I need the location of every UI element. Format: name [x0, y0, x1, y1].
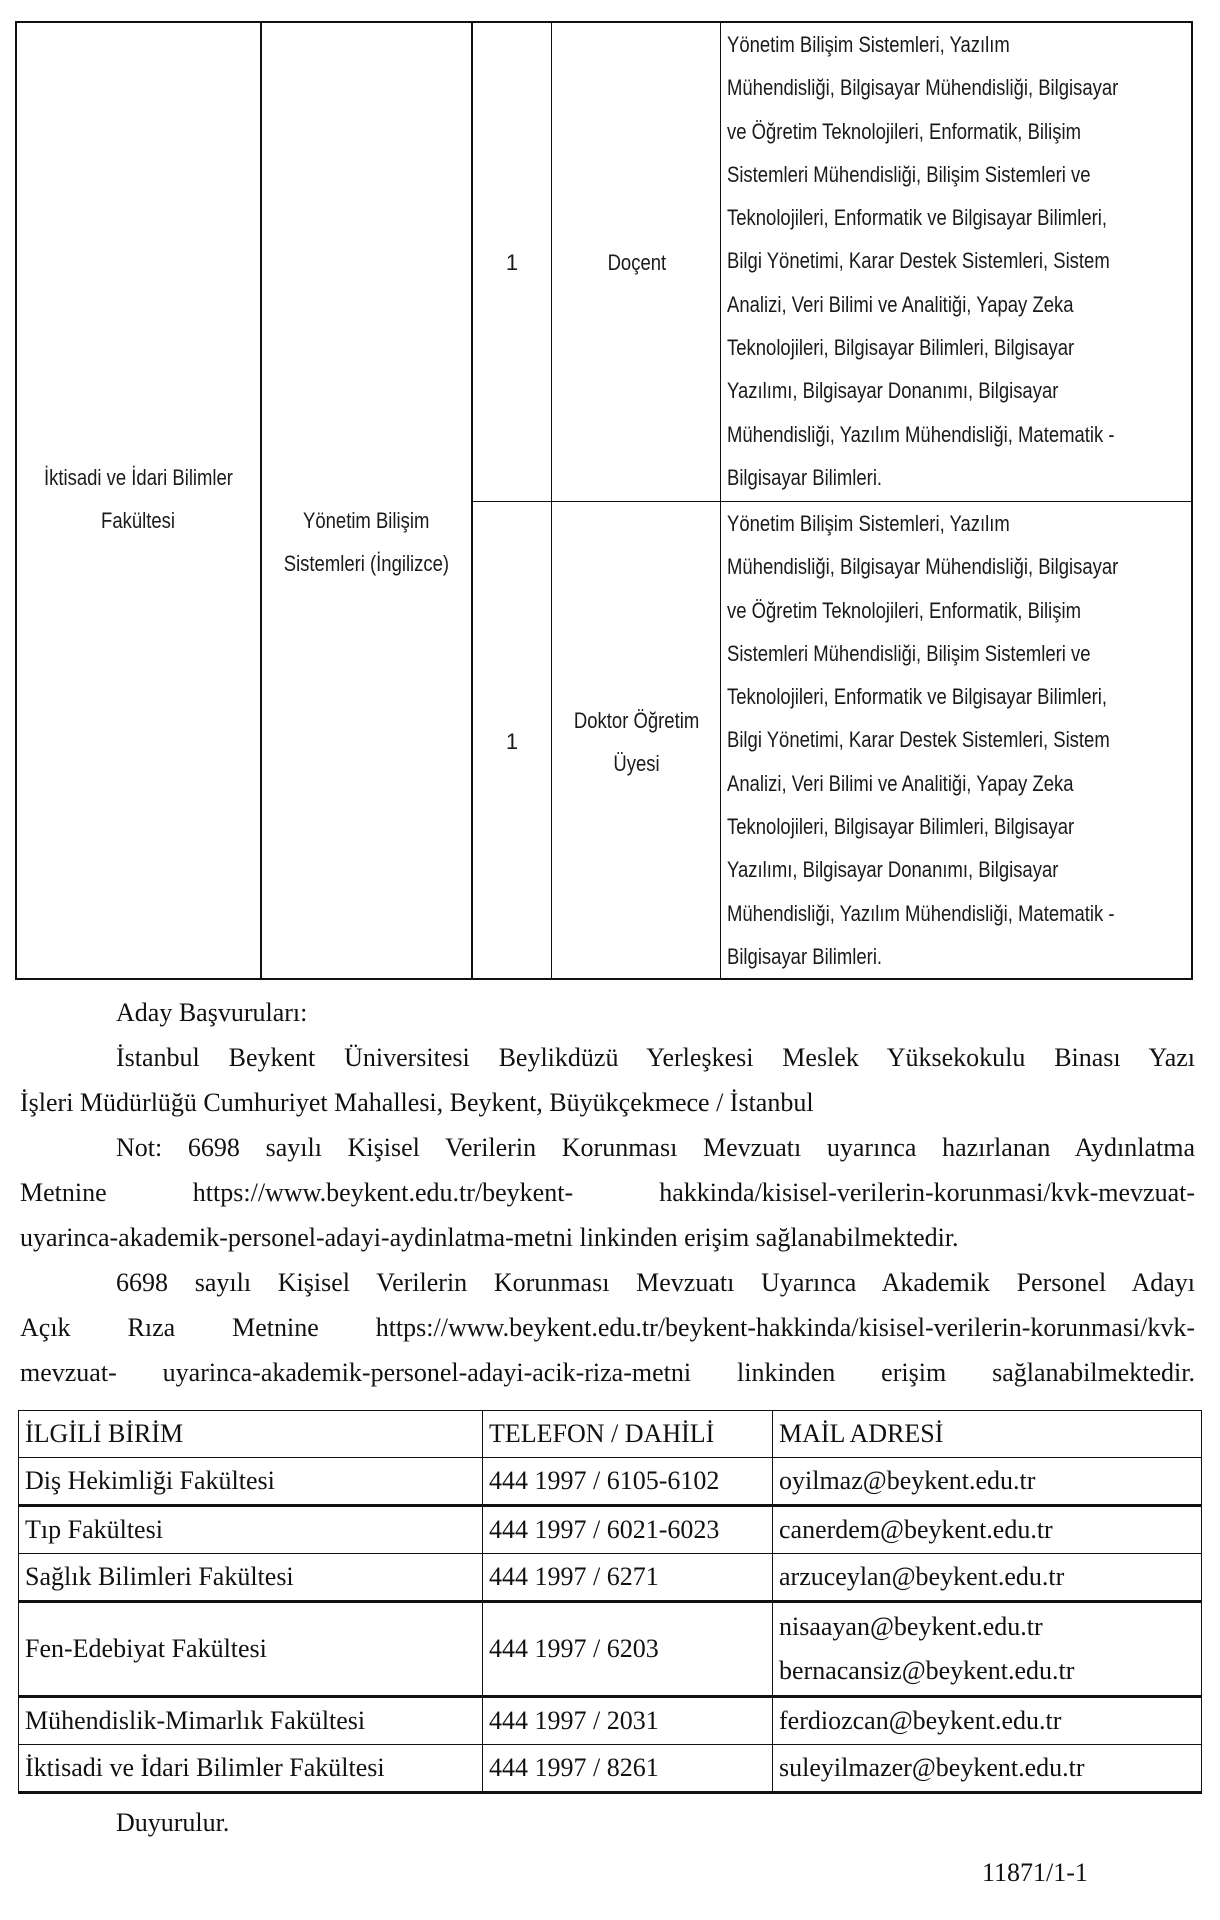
requirements-line: Sistemleri Mühendisliği, Bilişim Sistemleri ve [727, 161, 1091, 187]
consent-line: Açık Rıza Metnine https://www.beykent.edu.tr/beykent-hakkinda/kisisel-verilerin-korunmasi/kvk- [20, 1313, 1195, 1342]
note-line: uyarinca-akademik-personel-adayi-aydinlatma-metni linkinden erişim sağlanabilmektedir. [20, 1223, 959, 1252]
requirements-line: Yazılımı, Bilgisayar Donanımı, Bilgisayar [727, 857, 1059, 883]
header-email: MAİL ADRESİ [773, 1411, 1202, 1458]
requirements-line: Teknolojileri, Enformatik ve Bilgisayar Bilimleri, [727, 205, 1107, 231]
requirements-line: Mühendisliği, Yazılım Mühendisliği, Matematik - [727, 421, 1115, 447]
table-row [19, 1697, 1202, 1745]
position-title-text: Doktor Öğretim [573, 708, 700, 733]
email-link[interactable]: bernacansiz@beykent.edu.tr [779, 1656, 1075, 1685]
contacts-header-row [19, 1411, 1202, 1458]
closing-text: Duyurulur. [116, 1808, 230, 1837]
header-phone: TELEFON / DAHİLİ [483, 1411, 773, 1458]
requirements-line: Analizi, Veri Bilimi ve Analitiği, Yapay Zeka [727, 291, 1074, 317]
email-link[interactable]: nisaayan@beykent.edu.tr [779, 1612, 1043, 1641]
address-line: İstanbul Beykent Üniversitesi Beylikdüzü Yerleşkesi Meslek Yüksekokulu Binası Yazı [116, 1043, 1195, 1072]
department-line: Sistemleri (İngilizce) [283, 551, 450, 576]
email-link[interactable]: suleyilmazer@beykent.edu.tr [773, 1745, 1202, 1793]
note-line: Metnine https://www.beykent.edu.tr/beykent- hakkinda/kisisel-verilerin-korunmasi/kvk-mevzuat- [20, 1178, 1195, 1207]
phone-cell: 444 1997 / 6271 [483, 1554, 773, 1602]
email-cell [773, 1602, 1202, 1697]
phone-cell: 444 1997 / 2031 [483, 1697, 773, 1745]
applications-heading: Aday Başvuruları: [116, 998, 308, 1027]
requirements-line: ve Öğretim Teknolojileri, Enformatik, Bilişim [727, 597, 1081, 623]
faculty-line: Fakültesi [101, 508, 176, 533]
phone-cell: 444 1997 / 6021-6023 [483, 1506, 773, 1554]
requirements-line: Yazılımı, Bilgisayar Donanımı, Bilgisayar [727, 378, 1059, 404]
phone-cell: 444 1997 / 8261 [483, 1745, 773, 1793]
position-count: 1 [505, 729, 519, 754]
unit-cell: Tıp Fakültesi [19, 1506, 483, 1554]
phone-cell: 444 1997 / 6203 [483, 1602, 773, 1697]
table-row [19, 1745, 1202, 1793]
header-unit: İLGİLİ BİRİM [19, 1411, 483, 1458]
requirements-line: Bilgisayar Bilimleri. [727, 464, 883, 490]
requirements-line: Analizi, Veri Bilimi ve Analitiği, Yapay Zeka [727, 770, 1074, 796]
faculty-line: İktisadi ve İdari Bilimler [44, 465, 233, 490]
applications-section [20, 990, 1195, 1395]
email-link[interactable]: oyilmaz@beykent.edu.tr [773, 1458, 1202, 1506]
unit-cell: Mühendislik-Mimarlık Fakültesi [19, 1697, 483, 1745]
department-line: Yönetim Bilişim [303, 508, 430, 533]
requirements-line: Teknolojileri, Bilgisayar Bilimleri, Bilgisayar [727, 814, 1075, 840]
requirements-line: Bilgisayar Bilimleri. [727, 943, 883, 969]
requirements-line: Teknolojileri, Bilgisayar Bilimleri, Bilgisayar [727, 335, 1075, 361]
requirements-line: Sistemleri Mühendisliği, Bilişim Sistemleri ve [727, 640, 1091, 666]
consent-line: mevzuat- uyarinca-akademik-personel-adayi-acik-riza-metni linkinden erişim sağlanabilmektedir. [20, 1358, 1195, 1387]
requirements-line: Teknolojileri, Enformatik ve Bilgisayar Bilimleri, [727, 684, 1107, 710]
faculty-cell [17, 456, 260, 542]
requirements-line: Yönetim Bilişim Sistemleri, Yazılım [727, 511, 1010, 536]
table-row [19, 1506, 1202, 1554]
requirements-line: Bilgi Yönetimi, Karar Destek Sistemleri, Sistem [727, 248, 1110, 274]
positions-table [15, 21, 1193, 980]
unit-cell: Fen-Edebiyat Fakültesi [19, 1602, 483, 1697]
unit-cell: Diş Hekimliği Fakültesi [19, 1458, 483, 1506]
requirements-line: Mühendisliği, Yazılım Mühendisliği, Matematik - [727, 900, 1115, 926]
requirements-line: Mühendisliği, Bilgisayar Mühendisliği, Bilgisayar [727, 75, 1119, 101]
email-link[interactable]: canerdem@beykent.edu.tr [773, 1506, 1202, 1554]
reference-number: 11871/1-1 [982, 1858, 1088, 1887]
contacts-table [18, 1410, 1202, 1794]
position-title [553, 241, 720, 284]
consent-line: 6698 sayılı Kişisel Verilerin Korunması Mevzuatı Uyarınca Akademik Personel Adayı [116, 1268, 1195, 1297]
requirements-line: Mühendisliği, Bilgisayar Mühendisliği, Bilgisayar [727, 554, 1119, 580]
requirements-line: ve Öğretim Teknolojileri, Enformatik, Bilişim [727, 118, 1081, 144]
position-title [553, 699, 720, 785]
email-link[interactable]: arzuceylan@beykent.edu.tr [773, 1554, 1202, 1602]
department-cell [262, 499, 471, 585]
note-line: Not: 6698 sayılı Kişisel Verilerin Korunması Mevzuatı uyarınca hazırlanan Aydınlatma [116, 1133, 1195, 1162]
position-title-text: Üyesi [613, 751, 660, 776]
requirements-line: Yönetim Bilişim Sistemleri, Yazılım [727, 32, 1010, 57]
position-count: 1 [505, 250, 519, 275]
position-requirements [727, 502, 1193, 978]
unit-cell: İktisadi ve İdari Bilimler Fakültesi [19, 1745, 483, 1793]
phone-cell: 444 1997 / 6105-6102 [483, 1458, 773, 1506]
table-row [19, 1554, 1202, 1602]
unit-cell: Sağlık Bilimleri Fakültesi [19, 1554, 483, 1602]
position-requirements [727, 23, 1193, 499]
email-link[interactable]: ferdiozcan@beykent.edu.tr [773, 1697, 1202, 1745]
address-line: İşleri Müdürlüğü Cumhuriyet Mahallesi, Beykent, Büyükçekmece / İstanbul [20, 1088, 814, 1117]
table-row [19, 1602, 1202, 1697]
table-row [19, 1458, 1202, 1506]
requirements-line: Bilgi Yönetimi, Karar Destek Sistemleri, Sistem [727, 727, 1110, 753]
position-title-text: Doçent [607, 250, 666, 275]
